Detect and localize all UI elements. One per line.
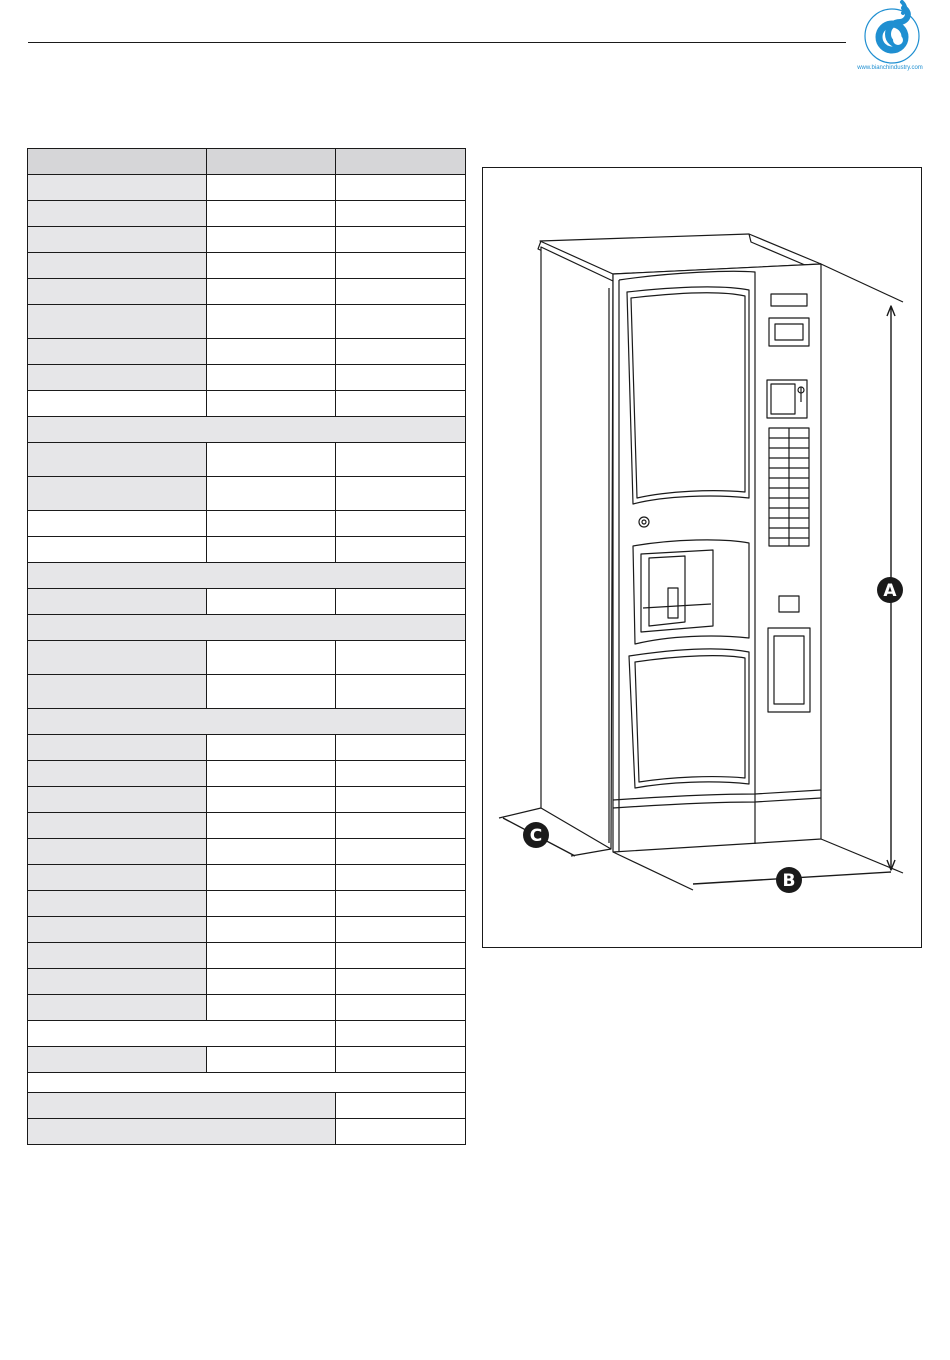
spec-cell [28,417,466,443]
spec-cell [28,305,207,339]
spec-cell [28,761,207,787]
spec-row [28,443,466,477]
spec-row [28,305,466,339]
spec-row [28,537,466,563]
spec-row [28,339,466,365]
spec-cell [207,641,336,675]
spec-cell [336,149,466,175]
logo-website-text: www.bianchindustry.com [857,65,923,71]
spec-row [28,943,466,969]
spec-row [28,995,466,1021]
spec-cell [28,589,207,615]
spec-cell [336,735,466,761]
spec-cell [207,227,336,253]
spec-cell [28,917,207,943]
spec-cell [207,917,336,943]
spec-cell [28,641,207,675]
spec-cell [28,813,207,839]
spec-cell [336,761,466,787]
spec-row [28,675,466,709]
spec-cell [336,1047,466,1073]
spec-row [28,511,466,537]
spec-row [28,589,466,615]
spec-cell [28,839,207,865]
spec-cell [207,1047,336,1073]
spec-row [28,1119,466,1145]
spec-cell [28,1119,336,1145]
side-panel [541,247,613,849]
spec-cell [207,511,336,537]
spec-cell [28,563,466,589]
spec-cell [336,1021,466,1047]
spec-cell [207,891,336,917]
spec-cell [207,365,336,391]
spec-row [28,1093,466,1119]
callout-a [877,577,903,603]
spec-cell [336,589,466,615]
spec-cell [28,511,207,537]
svg-text:B: B [782,871,796,891]
vending-machine-drawing [483,168,923,949]
spec-cell [28,365,207,391]
spec-cell [207,537,336,563]
spec-cell [336,969,466,995]
spec-row [28,761,466,787]
spec-cell [336,675,466,709]
spec-cell [207,477,336,511]
spec-row [28,1047,466,1073]
spec-cell [207,675,336,709]
spec-cell [207,305,336,339]
spec-row [28,865,466,891]
spec-cell [336,1093,466,1119]
spec-cell [207,443,336,477]
spec-cell [28,995,207,1021]
spec-row [28,227,466,253]
spec-row [28,201,466,227]
spec-cell [207,589,336,615]
callout-c [523,822,549,848]
spec-cell [336,305,466,339]
spec-cell [28,227,207,253]
spec-cell [336,641,466,675]
spec-cell [28,339,207,365]
spec-cell [28,175,207,201]
spec-row [28,891,466,917]
callout-b [776,867,802,893]
spec-cell [336,995,466,1021]
spec-row [28,417,466,443]
spec-row [28,917,466,943]
spec-cell [336,537,466,563]
spec-cell [28,1021,336,1047]
spec-cell [28,969,207,995]
spec-cell [28,279,207,305]
spec-row [28,1021,466,1047]
spec-cell [207,813,336,839]
spec-cell [336,917,466,943]
spec-row [28,365,466,391]
spec-cell [207,735,336,761]
spec-cell [28,709,466,735]
spec-cell [336,227,466,253]
spec-cell [207,865,336,891]
spec-row [28,175,466,201]
spec-row [28,709,466,735]
svg-text:C: C [529,826,543,846]
spec-cell [336,253,466,279]
spec-row [28,253,466,279]
spec-row [28,641,466,675]
spec-cell [336,943,466,969]
spec-row [28,279,466,305]
spec-cell [207,279,336,305]
spec-cell [336,391,466,417]
spec-cell [336,1119,466,1145]
spec-cell [28,1047,207,1073]
spec-cell [28,891,207,917]
spec-cell [207,149,336,175]
svg-text:A: A [883,581,897,601]
spec-cell [28,537,207,563]
spec-cell [207,391,336,417]
header-rule [28,42,846,43]
spec-cell [336,339,466,365]
bianchi-logo [856,0,924,72]
spec-cell [28,443,207,477]
spec-row [28,149,466,175]
spec-row [28,839,466,865]
spec-cell [28,1093,336,1119]
spec-cell [207,787,336,813]
spec-row [28,735,466,761]
spec-cell [207,253,336,279]
spec-cell [207,943,336,969]
spec-cell [207,995,336,1021]
spec-row [28,477,466,511]
upper-window [627,287,749,504]
spec-cell [336,813,466,839]
spec-cell [336,787,466,813]
spec-table [27,148,466,1145]
spec-cell [336,477,466,511]
spec-cell [28,391,207,417]
spec-cell [336,279,466,305]
spec-row [28,563,466,589]
spec-cell [336,175,466,201]
spec-cell [28,943,207,969]
spec-cell [207,339,336,365]
spec-cell [336,839,466,865]
spec-row [28,1073,466,1093]
spec-row [28,969,466,995]
spec-cell [28,865,207,891]
spec-cell [207,175,336,201]
spec-cell [28,735,207,761]
spec-cell [207,969,336,995]
spec-cell [336,365,466,391]
spec-cell [336,201,466,227]
spec-cell [28,253,207,279]
spec-row [28,615,466,641]
spec-row [28,813,466,839]
spec-cell [207,839,336,865]
spec-row [28,391,466,417]
spec-cell [28,615,466,641]
spec-cell [28,675,207,709]
spec-cell [207,761,336,787]
lower-window [629,649,749,788]
spec-cell [28,201,207,227]
spec-cell [28,787,207,813]
spec-cell [28,149,207,175]
spec-row [28,787,466,813]
spec-cell [28,477,207,511]
spec-cell [207,201,336,227]
spec-cell [336,891,466,917]
spec-cell [28,1073,466,1093]
figure-frame [482,167,922,948]
spec-cell [336,511,466,537]
spec-cell [336,443,466,477]
spec-cell [336,865,466,891]
